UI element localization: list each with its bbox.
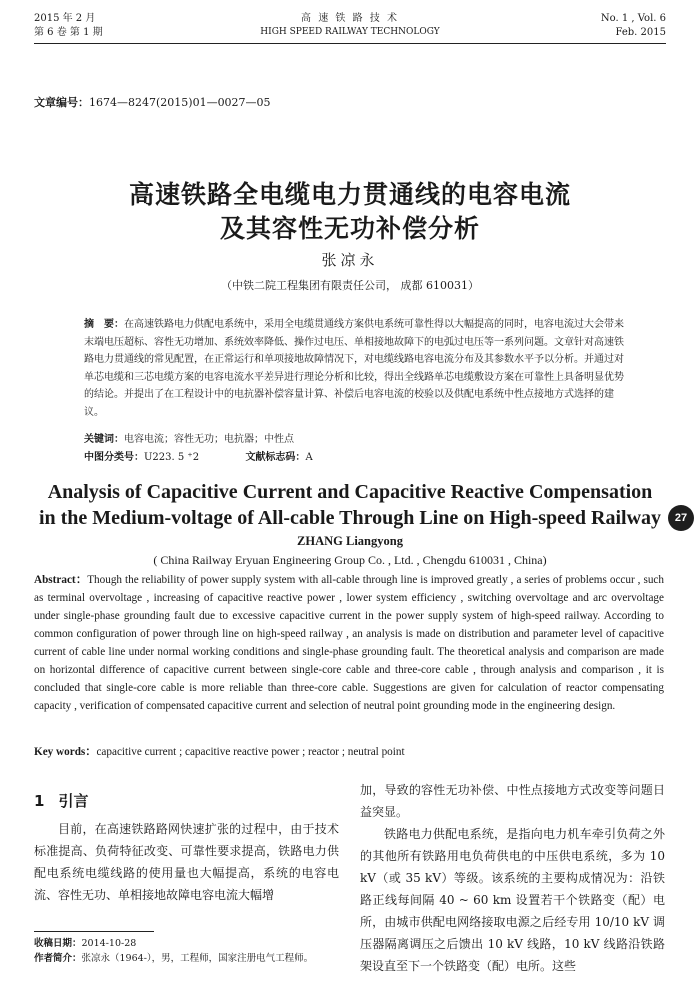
keywords-en (34, 743, 664, 761)
header-rule (34, 43, 666, 44)
author-en: ZHANG Liangyong (297, 534, 403, 548)
title-cn-line1: 高速铁路全电缆电力贯通线的电容电流 (128, 180, 571, 209)
keywords-cn-text: 电容电流；容性无功；电抗器；中性点 (124, 434, 294, 445)
keywords-cn (84, 431, 624, 449)
abstract-en-label: Abstract： (34, 574, 88, 586)
keywords-cn-label: 关键词： (84, 434, 124, 445)
footnote-received (34, 937, 136, 951)
received-date: 2014-10-28 (81, 938, 137, 949)
title-en-line2: in the Medium-voltage of All-cable Through Line on High-speed Railway (38, 507, 662, 529)
header-journal-cn: 高 速 铁 路 技 术 (301, 13, 399, 24)
abstract-cn-label: 摘 要： (84, 319, 124, 330)
section1-left-paragraph: 目前，在高速铁路路网快速扩张的过程中，由于技术标准提高、负荷特征改变、可靠性要求提高，铁路电力供配电系统电缆线路的使用量也大幅提高，系统的电容电流、容性无功、单相接地故障电容电流大幅增 (34, 822, 339, 902)
title-en-line1: Analysis of Capacitive Current and Capacitive Reactive Compensation (47, 481, 653, 503)
page-number-tab: 27 (668, 505, 694, 531)
section1-right-paragraph-2: 铁路电力供配电系统，是指向电力机车牵引负荷之外的其他所有铁路用电负荷供电的中压供电系统，多为 10 kV（或 35 kV）等级。该系统的主要构成情况为：沿铁路正线每间隔 40 ~ 60 km 设置若干个铁路变（配）电所，由城市供配电网络接取电源之后经专用 10/10 kV 调压器隔离调压之后馈出 10 kV 线路，10 kV 线路沿铁路架设直至下一个铁路变（配）电所。这些 (360, 827, 665, 973)
affiliation-cn: （中铁二院工程集团有限责任公司， 成都 610031） (221, 279, 479, 292)
section-heading (34, 790, 88, 811)
author-bio: 张凉永（1964-），男，工程师，国家注册电气工程师。 (81, 953, 314, 964)
abstract-cn-text: 在高速铁路电力供配电系统中，采用全电缆贯通线方案供电系统可靠性得以大幅提高的同时，电容电流过大会带来末端电压超标、容性无功增加、系统效率降低、操作过电压、单相接地故障下的电弧过电压等一系列问题。文章针对高速铁路电力贯通线的常见配置，在正常运行和单项接地故障情况下，对电缆线路电容电流分布及其参数水平予以分析。并通过对单芯电缆和三芯电缆方案的电容电流水平差异进行理论分析和比较，得出全线路单芯电缆敷设方案在可靠性上具备明显优势的结论。并提出了在工程设计中的电抗器补偿容量计算、补偿后电容电流的校验以及供配电系统中性点接地方式选择的建议。 (84, 319, 624, 418)
section1-right-paragraph-1: 加，导致的容性无功补偿、中性点接地方式改变等问题日益突显。 (360, 783, 665, 819)
keywords-en-text: capacitive current ; capacitive reactive power ; reactor ; neutral point (96, 746, 405, 758)
classification-cn (84, 449, 624, 467)
clc-value: U223. 5 ⁺2 (144, 452, 200, 463)
clc-label: 中图分类号： (84, 452, 144, 463)
abstract-en-text: Though the reliability of power supply system with all-cable through line is improved greatly , a series of problems occur , such as terminal overvoltage , increasing of capacitive reactive power , lower system efficiency , switching overvoltage and arc overvoltage under single-phase grounding fault due to excessive capacitive current in the power supply system of high-speed railway. According to common configuration of power through line on high-speed railway , an analysis is made on distribution and parameter level of capacitive current of cable line under normal working conditions and single-phase grounding fault. The theoretical analysis and comparison are made on horizontal difference of capacitive current between single-core cable and three-core cable , through analysis and comparison , it is concluded that single-core cable is more reliable than three-core cable. Suggestions are given for calculation of reactor compensating capacity , verification of compensated capacitive current and selection of neutral point grounding mode in the engineering design. (34, 574, 664, 712)
header-no-vol: No. 1 , Vol. 6 (600, 13, 666, 24)
abstract-cn (84, 316, 624, 422)
header-date: 2015 年 2 月 (34, 13, 96, 24)
affiliation-en: ( China Railway Eryuan Engineering Group Co. , Ltd. , Chengdu 610031 , China) (153, 553, 547, 567)
keywords-en-label: Key words： (34, 746, 97, 758)
header-journal-en: HIGH SPEED RAILWAY TECHNOLOGY (260, 27, 440, 37)
author-bio-label: 作者简介： (34, 953, 82, 964)
footnote-rule (34, 931, 154, 932)
doc-code-label: 文献标志码： (245, 452, 306, 463)
header-date-en: Feb. 2015 (615, 27, 666, 38)
article-id-value: 1674—8247(2015)01—0027—05 (89, 96, 271, 109)
article-id-label: 文章编号： (34, 96, 89, 109)
received-label: 收稿日期： (34, 938, 82, 949)
doc-code-value: A (305, 452, 313, 463)
section-number: 1 (34, 792, 45, 810)
article-id (34, 94, 271, 111)
abstract-en (34, 571, 664, 715)
footnote-author (34, 952, 313, 966)
section-title: 引言 (58, 792, 89, 810)
title-cn-line2: 及其容性无功补偿分析 (219, 214, 480, 243)
header-volume-issue: 第 6 卷 第 1 期 (34, 27, 103, 38)
author-cn: 张凉永 (321, 251, 379, 269)
